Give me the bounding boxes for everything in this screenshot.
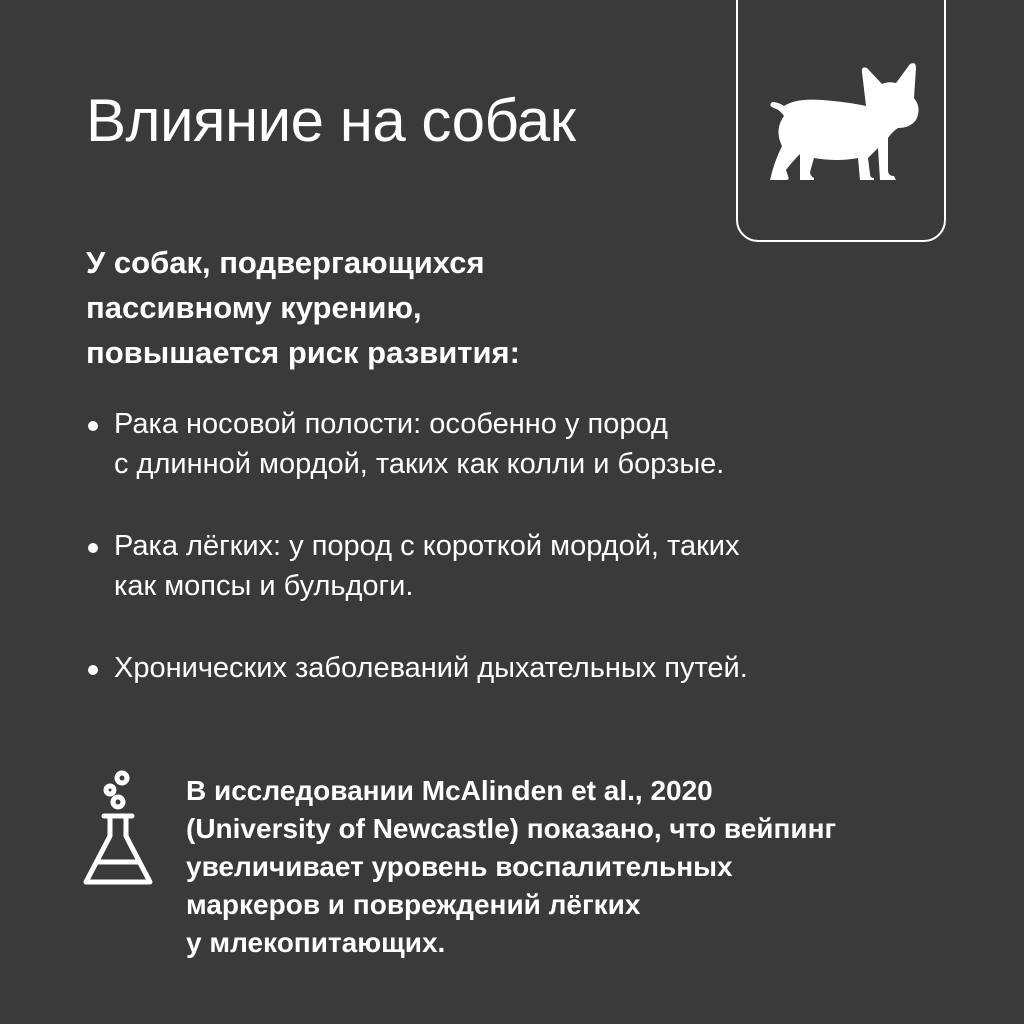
list-item [86, 526, 966, 606]
risk-list [86, 404, 966, 730]
intro-line: пассивному курению, [86, 290, 422, 325]
bullet-dot-icon [88, 543, 98, 553]
study-line: В исследовании McAlinden et al., 2020 [186, 775, 713, 806]
study-line: увеличивает уровень воспалительных [186, 851, 733, 882]
lab-flask-icon [80, 770, 156, 890]
list-item-line: Рака лёгких: у пород с короткой мордой, таких [114, 530, 740, 562]
list-item-line: как мопсы и бульдоги. [114, 570, 414, 602]
study-line: у млекопитающих. [186, 927, 446, 958]
intro-text [86, 240, 520, 375]
list-item-line: Хронических заболеваний дыхательных путей. [114, 652, 748, 684]
list-item [86, 404, 966, 484]
list-item-line: Рака носовой полости: особенно у пород [114, 408, 668, 440]
bullet-dot-icon [88, 665, 98, 675]
study-line: (University of Newcastle) показано, что вейпинг [186, 813, 837, 844]
list-item-line: с длинной мордой, таких как колли и борзые. [114, 448, 725, 480]
bullet-dot-icon [88, 421, 98, 431]
study-line: маркеров и повреждений лёгких [186, 889, 641, 920]
page-title: Влияние на собак [86, 87, 576, 154]
french-bulldog-icon [764, 58, 924, 188]
dog-card [736, 0, 946, 242]
list-item [86, 648, 966, 688]
intro-line: У собак, подвергающихся [86, 245, 485, 280]
study-note [186, 772, 836, 962]
intro-line: повышается риск развития: [86, 335, 520, 370]
